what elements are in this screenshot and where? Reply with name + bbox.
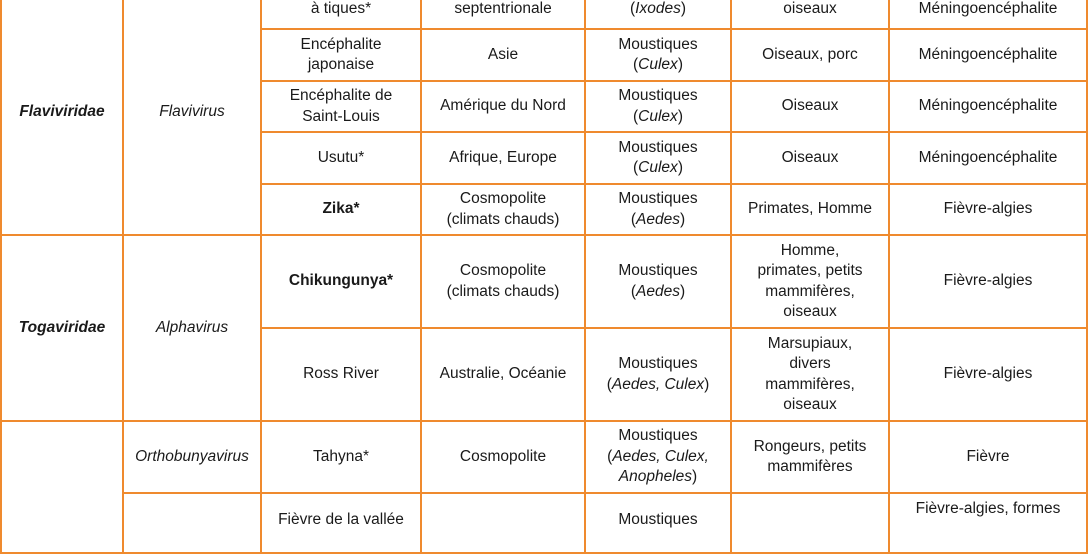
cell-line: (Ixodes)	[629, 0, 686, 17]
virus-name-cell	[261, 235, 421, 328]
cell-line: Moustiques	[618, 190, 698, 207]
cell-line: Zika*	[322, 200, 360, 218]
cell-line: Méningoencéphalite	[918, 148, 1058, 166]
virus-name-cell	[261, 328, 421, 421]
vector-cell	[585, 81, 731, 132]
hosts-cell	[731, 421, 889, 493]
cell-line: Moustiques	[618, 35, 698, 53]
virus-name-cell	[261, 184, 421, 235]
virus-name-cell	[261, 132, 421, 184]
cell-line: Usutu*	[317, 148, 365, 166]
cell-line: Oiseaux	[781, 148, 839, 166]
family-cell: Flaviviridae	[1, 0, 123, 235]
cell-line: Moustiques	[618, 511, 698, 528]
hosts-cell	[731, 493, 889, 553]
disease-cell	[889, 132, 1087, 184]
virus-name-cell	[261, 81, 421, 132]
cell-line: (Aedes)	[630, 210, 686, 228]
cell-line: Cosmopolite	[459, 262, 547, 279]
species-italic: Anopheles	[618, 468, 693, 486]
species-italic: Culex	[638, 107, 678, 125]
region-cell	[421, 493, 585, 553]
species-italic: Aedes, Culex,	[612, 447, 709, 465]
cell-line: (Culex)	[633, 159, 683, 176]
table-row	[1, 493, 1087, 553]
cell-line: Cosmopolite	[459, 190, 547, 207]
virus-name-cell	[261, 421, 421, 493]
cell-line: (Aedes, Culex,	[607, 447, 709, 465]
genus-cell: Flavivirus	[123, 0, 261, 235]
cell-line: mammifères,	[765, 282, 855, 300]
cell-line: septentrionale	[454, 0, 552, 17]
hosts-cell	[731, 184, 889, 235]
table-row	[1, 0, 1087, 29]
species-italic: Ixodes	[635, 0, 681, 17]
cell-line: oiseaux	[783, 0, 837, 17]
cell-line: Australie, Océanie	[439, 365, 567, 383]
table-body	[1, 0, 1087, 553]
cell-line: Moustiques	[618, 427, 698, 445]
cell-line: Moustiques	[618, 138, 698, 156]
cell-line: Méningoencéphalite	[918, 45, 1058, 63]
cell-line: Rongeurs, petits	[753, 437, 867, 455]
cell-line: primates, petits	[757, 262, 863, 279]
cell-line: Tahyna*	[312, 447, 369, 465]
cell-line: Anopheles)	[618, 468, 698, 486]
disease-cell	[889, 81, 1087, 132]
hosts-cell	[731, 235, 889, 328]
species-italic: Aedes	[636, 282, 680, 300]
cell-line: Moustiques	[618, 87, 698, 104]
cell-line: (climats chauds)	[446, 210, 560, 228]
cell-line: Oiseaux	[781, 97, 839, 115]
cell-line: Encéphalite	[300, 35, 382, 53]
region-cell	[421, 132, 585, 184]
cell-line: mammifères	[767, 458, 853, 475]
cell-line: oiseaux	[783, 396, 837, 413]
cell-line: (Aedes)	[630, 282, 686, 300]
region-cell	[421, 328, 585, 421]
vector-cell	[585, 235, 731, 328]
cell-line: Fièvre de la vallée	[278, 511, 404, 528]
hosts-cell	[731, 132, 889, 184]
cell-line: Méningoencéphalite	[918, 0, 1058, 17]
region-cell	[421, 81, 585, 132]
virus-name-cell	[261, 29, 421, 81]
family-cell	[1, 421, 123, 553]
cell-line: (Culex)	[633, 107, 683, 125]
cell-line: Oiseaux, porc	[762, 45, 858, 63]
cell-line: Fièvre-algies, formes	[915, 500, 1061, 517]
disease-cell	[889, 0, 1087, 29]
cell-line: Asie	[487, 45, 519, 63]
cell-line: Homme,	[780, 241, 840, 259]
vector-cell	[585, 0, 731, 29]
species-italic: Culex	[638, 56, 678, 73]
family-cell: Togaviridae	[1, 235, 123, 421]
cell-line: Afrique, Europe	[449, 148, 557, 166]
cell-line: Chikungunya*	[288, 272, 394, 290]
cell-line: mammifères,	[765, 375, 855, 393]
vector-cell	[585, 421, 731, 493]
cell-line: Fièvre	[966, 447, 1010, 465]
cell-line: Moustiques	[618, 355, 698, 372]
region-cell	[421, 235, 585, 328]
region-cell	[421, 0, 585, 29]
species-italic: Culex	[638, 159, 678, 176]
table-row	[1, 421, 1087, 493]
cell-line: Cosmopolite	[459, 447, 547, 465]
virus-name-cell	[261, 0, 421, 29]
cell-line: (climats chauds)	[446, 282, 560, 300]
species-italic: Aedes	[636, 210, 680, 228]
vector-cell	[585, 493, 731, 553]
cell-line: (Aedes, Culex)	[606, 375, 710, 393]
vector-cell	[585, 29, 731, 81]
hosts-cell	[731, 328, 889, 421]
cell-line: Ross River	[303, 365, 379, 383]
cell-line: à tiques*	[310, 0, 372, 17]
genus-cell: Alphavirus	[123, 235, 261, 421]
vector-cell	[585, 184, 731, 235]
disease-cell	[889, 235, 1087, 328]
region-cell	[421, 421, 585, 493]
region-cell	[421, 184, 585, 235]
cell-line: (Culex)	[633, 56, 683, 73]
disease-cell	[889, 29, 1087, 81]
vector-cell	[585, 132, 731, 184]
hosts-cell	[731, 29, 889, 81]
region-cell	[421, 29, 585, 81]
cell-line: Moustiques	[618, 262, 698, 279]
cell-line: japonaise	[307, 56, 375, 73]
virus-name-cell	[261, 493, 421, 553]
genus-cell	[123, 493, 261, 553]
cell-line: Fièvre-algies	[943, 272, 1033, 290]
disease-cell	[889, 184, 1087, 235]
cell-line: Amérique du Nord	[440, 97, 566, 115]
cell-line: Marsupiaux,	[767, 334, 853, 352]
cell-line: Primates, Homme	[747, 200, 873, 218]
cell-line: Fièvre-algies	[943, 200, 1033, 218]
table-row	[1, 235, 1087, 328]
cell-line: Fièvre-algies	[943, 365, 1033, 383]
disease-cell	[889, 328, 1087, 421]
disease-cell	[889, 493, 1087, 553]
cell-line: Méningoencéphalite	[918, 97, 1058, 115]
cell-line: Saint-Louis	[302, 107, 380, 125]
cell-line: divers	[789, 355, 831, 372]
cell-line: oiseaux	[783, 303, 837, 320]
cell-line: Encéphalite de	[289, 87, 393, 104]
hosts-cell	[731, 0, 889, 29]
species-italic: Aedes, Culex	[611, 375, 705, 393]
hosts-cell	[731, 81, 889, 132]
disease-cell	[889, 421, 1087, 493]
vector-cell	[585, 328, 731, 421]
genus-cell: Orthobunyavirus	[123, 421, 261, 493]
